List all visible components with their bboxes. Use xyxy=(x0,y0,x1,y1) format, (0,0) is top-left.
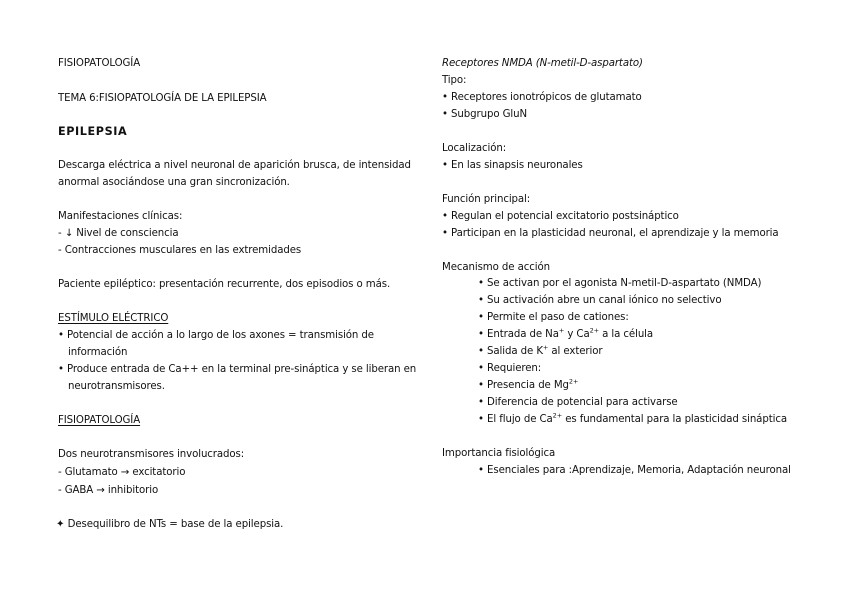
stimulus-item-1-line-2: información xyxy=(68,347,128,358)
definition-line-2: anormal asociándose una gran sincronización. xyxy=(58,177,290,188)
mechanism-title: Mecanismo de acción xyxy=(442,262,550,273)
mechanism-item-cations: • Entrada de Na+ y $Ca^{2+}$ a la célula xyxy=(478,326,654,340)
manifestation-item: - Contracciones musculares en las extremidades xyxy=(58,245,302,256)
type-title: Tipo: xyxy=(442,75,467,86)
mechanism-item: • Requieren: xyxy=(478,363,542,374)
conclusion-line: ✦ Desequilibro de NTs = base de la epilepsia. xyxy=(56,519,284,530)
stimulus-item-2-line-2: neurotransmisores. xyxy=(68,381,165,392)
mechanism-item-magnesium: • Presencia de $Mg^{2+}$ xyxy=(478,377,579,391)
neurotransmitter-item: - Glutamato → excitatorio xyxy=(58,467,186,478)
mechanism-item: • Su activación abre un canal iónico no selectivo xyxy=(478,295,722,306)
manifestations-title: Manifestaciones clínicas: xyxy=(58,211,183,222)
stimulus-item-2-line-1: • Produce entrada de Ca++ en la terminal pre-sináptica y se liberan en xyxy=(58,364,417,375)
stimulus-title: ESTÍMULO ELÉCTRICO xyxy=(58,313,169,324)
pathophysiology-title: FISIOPATOLOGÍA xyxy=(58,415,141,426)
location-item: • En las sinapsis neuronales xyxy=(442,160,583,171)
function-item: • Regulan el potencial excitatorio postsináptico xyxy=(442,211,679,222)
manifestation-item: - ↓ Nivel de consciencia xyxy=(58,228,179,239)
topic-title: TEMA 6:FISIOPATOLOGÍA DE LA EPILEPSIA xyxy=(58,93,267,104)
importance-title: Importancia fisiológica xyxy=(442,448,556,459)
course-title: FISIOPATOLOGÍA xyxy=(58,58,141,69)
stimulus-item-1-line-1: • Potencial de acción a lo largo de los axones = transmisión de xyxy=(58,330,374,341)
neurotransmitters-title: Dos neurotransmisores involucrados: xyxy=(58,449,245,460)
mechanism-item: • Se activan por el agonista N-metil-D-aspartato (NMDA) xyxy=(478,278,762,289)
function-title: Función principal: xyxy=(442,194,531,205)
patient-definition: Paciente epiléptico: presentación recurrente, dos episodios o más. xyxy=(58,279,391,290)
neurotransmitter-item: - GABA → inhibitorio xyxy=(58,485,159,496)
mechanism-item: • Permite el paso de cationes: xyxy=(478,312,629,323)
importance-item: • Esenciales para :Aprendizaje, Memoria, Adaptación neuronal xyxy=(478,465,791,476)
nmda-title: Receptores NMDA (N-metil-D-aspartato) xyxy=(442,58,643,69)
type-item: • Receptores ionotrópicos de glutamato xyxy=(442,92,642,103)
mechanism-item-potassium: • Salida de K+ al exterior xyxy=(478,343,603,357)
function-item: • Participan en la plasticidad neuronal, el aprendizaje y la memoria xyxy=(442,228,779,239)
mechanism-item-calcium: • El flujo de $Ca^{2+}$ es fundamental para la plasticidad sináptica xyxy=(478,411,787,425)
location-title: Localización: xyxy=(442,143,507,154)
section-heading: EPILEPSIA xyxy=(58,125,128,138)
mechanism-item: • Diferencia de potencial para activarse xyxy=(478,397,678,408)
type-item: • Subgrupo GluN xyxy=(442,109,527,120)
definition-line-1: Descarga eléctrica a nivel neuronal de aparición brusca, de intensidad xyxy=(58,160,411,171)
